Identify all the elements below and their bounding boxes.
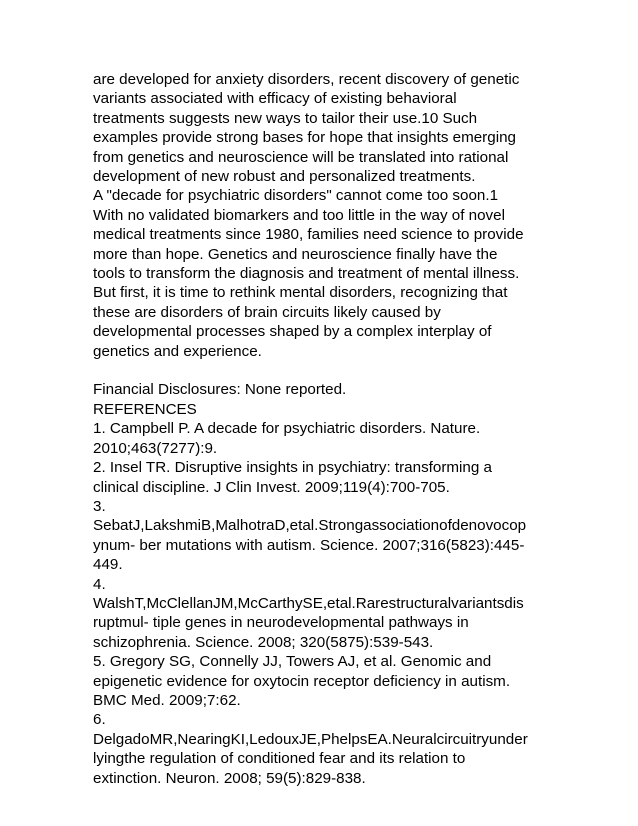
- reference-line: lyingthe regulation of conditioned fear and its relation to: [93, 750, 466, 768]
- reference-line: ruptmul- tiple genes in neurodevelopmental pathways in: [93, 614, 469, 632]
- reference-line: epigenetic evidence for oxytocin receptor deficiency in autism.: [93, 672, 511, 690]
- reference-line: DelgadoMR,NearingKI,LedouxJE,PhelpsEA.Neuralcircuitryunder: [93, 730, 528, 748]
- body-line: With no validated biomarkers and too little in the way of novel: [93, 206, 505, 224]
- reference-line: 1. Campbell P. A decade for psychiatric disorders. Nature.: [93, 420, 481, 438]
- body-line: variants associated with efficacy of existing behavioral: [93, 90, 457, 108]
- financial-disclosures: Financial Disclosures: None reported.: [93, 381, 347, 399]
- body-paragraph: [93, 70, 553, 361]
- body-line: these are disorders of brain circuits likely caused by: [93, 303, 441, 321]
- body-line: from genetics and neuroscience will be translated into rational: [93, 148, 509, 166]
- reference-line: clinical discipline. J Clin Invest. 2009;119(4):700-705.: [93, 478, 450, 496]
- body-line: examples provide strong bases for hope that insights emerging: [93, 129, 516, 147]
- reference-line: ynum- ber mutations with autism. Science. 2007;316(5823):445-: [93, 536, 525, 554]
- body-line: medical treatments since 1980, families need science to provide: [93, 226, 524, 244]
- body-line: genetics and experience.: [93, 342, 262, 360]
- reference-line: 5. Gregory SG, Connelly JJ, Towers AJ, et al. Genomic and: [93, 653, 492, 671]
- reference-line: extinction. Neuron. 2008; 59(5):829-838.: [93, 769, 366, 787]
- body-line: more than hope. Genetics and neuroscience finally have the: [93, 245, 498, 263]
- document-page: [93, 70, 553, 788]
- body-line: development of new robust and personalized treatments.: [93, 168, 476, 186]
- references-heading: REFERENCES: [93, 400, 197, 418]
- reference-line: 4.: [93, 575, 106, 593]
- body-line: tools to transform the diagnosis and treatment of mental illness.: [93, 265, 520, 283]
- reference-line: WalshT,McClellanJM,McCarthySE,etal.Rarestructuralvariantsdis: [93, 594, 524, 612]
- reference-line: 3.: [93, 497, 106, 515]
- body-line: A "decade for psychiatric disorders" cannot come too soon.1: [93, 187, 499, 205]
- reference-line: 2. Insel TR. Disruptive insights in psychiatry: transforming a: [93, 459, 492, 477]
- body-line: But first, it is time to rethink mental disorders, recognizing that: [93, 284, 508, 302]
- reference-line: 2010;463(7277):9.: [93, 439, 218, 457]
- body-line: treatments suggests new ways to tailor their use.10 Such: [93, 109, 478, 127]
- reference-line: 6.: [93, 711, 106, 729]
- reference-line: 449.: [93, 556, 123, 574]
- reference-line: SebatJ,LakshmiB,MalhotraD,etal.Strongassociationofdenovocop: [93, 517, 527, 535]
- references-list: [93, 419, 553, 788]
- body-line: are developed for anxiety disorders, recent discovery of genetic: [93, 71, 520, 88]
- reference-line: schizophrenia. Science. 2008; 320(5875):539-543.: [93, 633, 434, 651]
- paragraph-gap: [93, 361, 553, 380]
- reference-line: BMC Med. 2009;7:62.: [93, 691, 241, 709]
- body-line: developmental processes shaped by a complex interplay of: [93, 323, 492, 341]
